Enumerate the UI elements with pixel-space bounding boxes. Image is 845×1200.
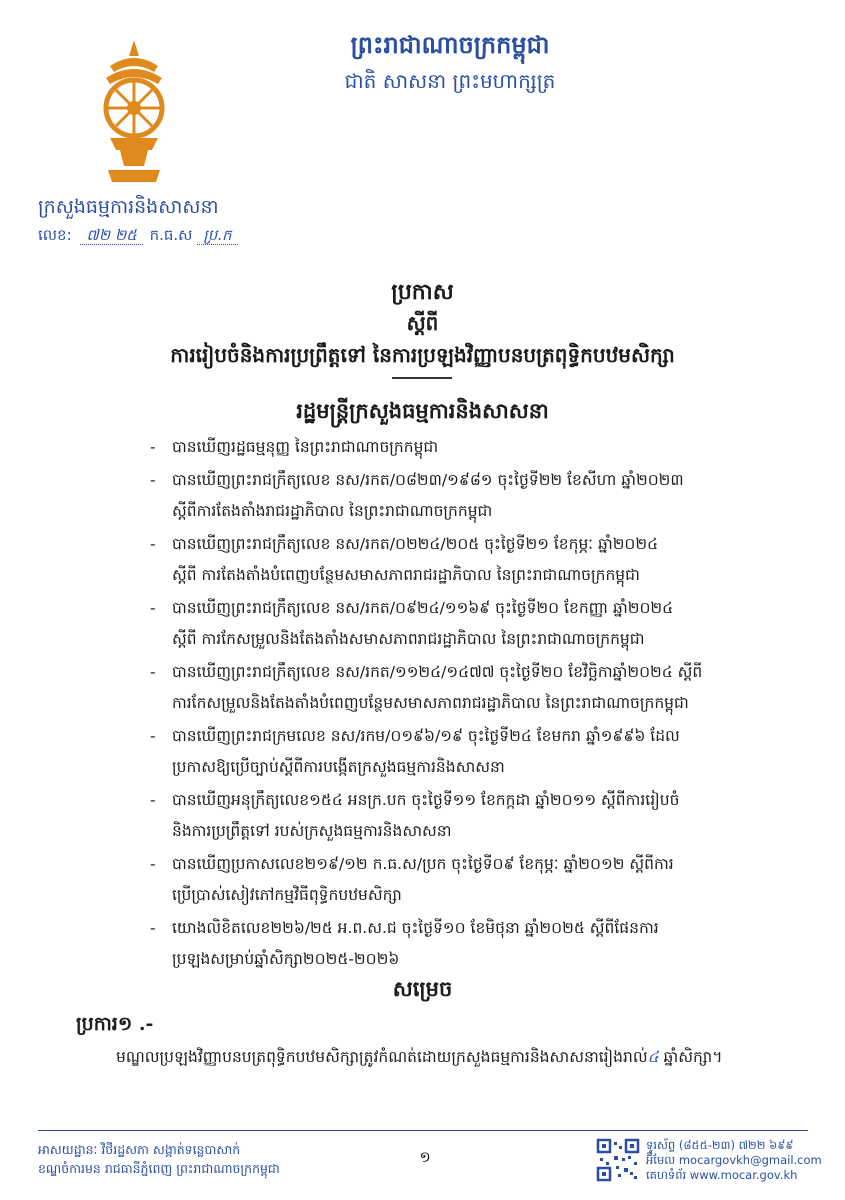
number-handwritten: ៧២ ២៥	[80, 226, 142, 245]
footer-address: អាសយដ្ឋានៈ វិថីរដ្ឋសភា សង្កាត់ទន្លេបាសាក់ ខណ្ឌចំការមន រាជធានីភ្នំពេញ ព្រះរាជាណាចក្រកម្ពុជា	[38, 1142, 280, 1176]
footer-divider	[38, 1130, 808, 1131]
visa-item: - បានឃើញព្រះរាជក្រមលេខ នស/រកម/០១៩៦/១៩ ចុះថ្ងៃទី២៤ ខែមករា ឆ្នាំ១៩៩៦ ដែល ប្រកាសឱ្យប្រើច្បាប់ស្តីពីការបង្កើតក្រសួងធម្មការនិងសាសនា	[150, 727, 680, 776]
footer-email: អ៊ីមែល mocargovkh@gmail.com	[646, 1153, 822, 1167]
document-number	[38, 226, 238, 248]
visa-item: - បានឃើញព្រះរាជក្រឹត្យលេខ នស/រកត/០២២៤/២០៥ ចុះថ្ងៃទី២១ ខែកុម្ភៈ ឆ្នាំ២០២៤ ស្តីពី ការតែងតាំងបំពេញបន្ថែមសមាសភាពរាជរដ្ឋាភិបាល នៃព្រះរាជាណាចក្រកម្ពុជា	[150, 535, 659, 584]
number-code: ប្រ.ក	[197, 226, 237, 245]
visa-item: - បានឃើញព្រះរាជក្រឹត្យលេខ នស/រកត/០៨២៣/១៩៨១ ចុះថ្ងៃទី២២ ខែសីហា ឆ្នាំ២០២៣ ស្តីពីការតែងតាំងរាជរដ្ឋាភិបាល នៃព្រះរាជាណាចក្រកម្ពុជា	[150, 471, 684, 520]
visa-item: - បានឃើញព្រះរាជក្រឹត្យលេខ នស/រកត/១១២៤/១៤៧៧ ចុះថ្ងៃទី២០ ខែវិច្ឆិកាឆ្នាំ២០២៤ ស្តីពី ការកែសម្រួលនិងតែងតាំងបំពេញបន្ថែមសមាសភាពរាជរដ្ឋាភិបាល នៃព្រះរាជាណាចក្រកម្ពុជា	[150, 663, 703, 712]
qr-code-icon	[596, 1138, 640, 1182]
document-type: ប្រកាស	[391, 279, 454, 305]
visa-item: - បានឃើញព្រះរាជក្រឹត្យលេខ នស/រកត/០៩២៤/១១៦៩ ចុះថ្ងៃទី២០ ខែកញ្ញា ឆ្នាំ២០២៤ ស្តីពី ការកែសម្រួលនិងតែងតាំងសមាសភាពរាជរដ្ឋាភិបាល នៃព្រះរាជាណាចក្រកម្ពុជា	[150, 599, 674, 648]
title-divider	[392, 377, 452, 379]
visa-item: - បានឃើញប្រកាសលេខ២១៩/១២ ក.ធ.ស/ប្រក ចុះថ្ងៃទី០៩ ខែកុម្ភៈ ឆ្នាំ២០១២ ស្តីពីការ ប្រើប្រាស់សៀវភៅកម្មវិធីពុទ្ធិកបឋមសិក្សា	[150, 855, 674, 904]
number-label: លេខ:	[38, 226, 72, 244]
visa-item: - បានឃើញរដ្ឋធម្មនុញ្ញ នៃព្រះរាជាណាចក្រកម្ពុជា	[150, 438, 439, 456]
kingdom-title: ព្រះរាជាណាចក្រកម្ពុជា	[350, 30, 550, 59]
document-subject: ការរៀបចំនិងការប្រព្រឹត្តទៅ នៃការប្រឡងវិញ្ញាបនបត្រពុទ្ធិកបឋមសិក្សា	[170, 343, 675, 367]
issuing-authority: រដ្ឋមន្ត្រីក្រសួងធម្មការនិងសាសនា	[296, 398, 549, 423]
visa-item: - យោងលិខិតលេខ២២៦/២៥ អ.ព.ស.ជ ចុះថ្ងៃទី១០ ខែមិថុនា ឆ្នាំ២០២៥ ស្តីពីផែនការ ប្រឡងសម្រាប់ឆ្នាំសិក្សា២០២៥-២០២៦	[150, 919, 659, 968]
article-1-text: មណ្ឌលប្រឡងវិញ្ញាបនបត្រពុទ្ធិកបឋមសិក្សាត្រូវកំណត់ដោយក្រសួងធម្មការនិងសាសនារៀងរាល់៤ ឆ្នាំសិក្សា។	[116, 1048, 723, 1066]
document-about: ស្តីពី	[406, 311, 439, 335]
visa-list	[150, 432, 790, 977]
footer-contacts	[646, 1138, 822, 1183]
footer-phone: ទូរស័ព្ទ (៨៥៥-២៣) ៧២២ ៦៩៩	[646, 1138, 794, 1152]
ministry-emblem-icon	[96, 38, 172, 188]
visa-item: - បានឃើញអនុក្រឹត្យលេខ១៥៤ អនក្រ.បក ចុះថ្ងៃទី១១ ខែកក្កដា ឆ្នាំ២០១១ ស្តីពីការរៀបចំ និងការប្រព្រឹត្តទៅ របស់ក្រសួងធម្មការនិងសាសនា	[150, 791, 680, 840]
ministry-name: ក្រសួងធម្មការនិងសាសនា	[38, 196, 219, 218]
article-handwritten: ៤	[647, 1048, 659, 1066]
national-motto: ជាតិ សាសនា ព្រះមហាក្សត្រ	[344, 69, 556, 93]
number-suffix: ក.ធ.ស	[149, 226, 193, 244]
footer-website: គេហទំព័រ www.mocar.gov.kh	[646, 1168, 798, 1182]
decision-heading: សម្រេច	[392, 976, 453, 1001]
article-1-label: ប្រការ១ .-	[76, 1013, 154, 1035]
page-number: ១	[419, 1148, 431, 1166]
